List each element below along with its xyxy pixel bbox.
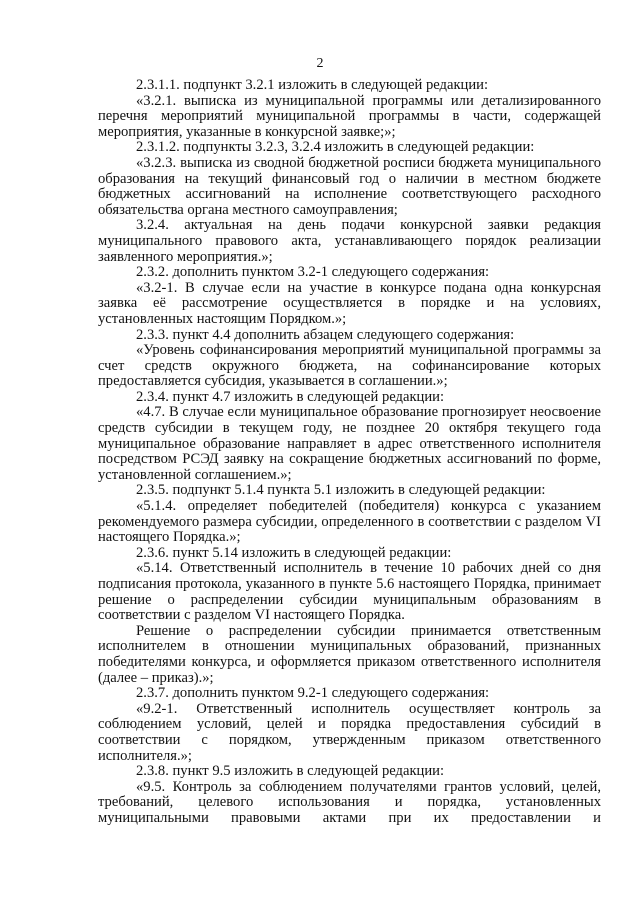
paragraph: «3.2-1. В случае если на участие в конкурсе подана одна конкурсная заявка её рассмотрение осуществляется в порядке и на условиях, установленных настоящим Порядком.»; bbox=[98, 279, 601, 327]
paragraph: 2.3.1.2. подпункты 3.2.3, 3.2.4 изложить в следующей редакции: bbox=[136, 139, 535, 156]
page-number: 2 bbox=[316, 56, 324, 71]
document-body bbox=[98, 78, 601, 827]
paragraph: «9.2-1. Ответственный исполнитель осуществляет контроль за соблюдением условий, целей и порядка предоставления субсидий в соответствии с порядком, утвержденным приказом ответственного исполнителя.»; bbox=[98, 700, 601, 764]
paragraph: 2.3.1.1. подпункт 3.2.1 изложить в следующей редакции: bbox=[136, 77, 489, 93]
paragraph: «9.5. Контроль за соблюдением получателями грантов условий, целей, требований, целевого использования и порядка, установленных муниципальными правовыми актами при их предоставлении и bbox=[98, 778, 601, 826]
paragraph: 2.3.2. дополнить пунктом 3.2-1 следующего содержания: bbox=[136, 264, 490, 281]
paragraph: 2.3.6. пункт 5.14 изложить в следующей редакции: bbox=[136, 544, 452, 561]
paragraph: «5.14. Ответственный исполнитель в течение 10 рабочих дней со дня подписания протокола, указанного в пункте 5.6 настоящего Порядка, принимает решение о распределении субсидии муниципальным образованиям в соответствии с разделом VI настоящего Порядка. bbox=[98, 560, 601, 624]
paragraph: «3.2.1. выписка из муниципальной программы или детализированного перечня мероприятий муниципальной программы в части, содержащей мероприятия, указанные в конкурсной заявке;»; bbox=[98, 92, 601, 140]
paragraph: «5.1.4. определяет победителей (победителя) конкурса с указанием рекомендуемого размера субсидии, определенного в соответствии с разделом VI настоящего Порядка.»; bbox=[98, 498, 601, 546]
paragraph: 2.3.4. пункт 4.7 изложить в следующей редакции: bbox=[136, 388, 445, 405]
paragraph: 2.3.8. пункт 9.5 изложить в следующей редакции: bbox=[136, 763, 445, 780]
paragraph: 2.3.5. подпункт 5.1.4 пункта 5.1 изложить в следующей редакции: bbox=[136, 482, 546, 499]
paragraph: 2.3.7. дополнить пунктом 9.2-1 следующего содержания: bbox=[136, 685, 490, 702]
paragraph: «3.2.3. выписка из сводной бюджетной росписи бюджета муниципального образования на текущий финансовый год о наличии в местном бюджете бюджетных ассигнований на исполнение соответствующего расходного обязательства органа местного самоуправления; bbox=[98, 154, 601, 218]
paragraph: «Уровень софинансирования мероприятий муниципальной программы за счет средств окружного бюджета, на софинансирование которых предоставляется субсидия, указывается в соглашении.»; bbox=[98, 342, 601, 390]
paragraph: 2.3.3. пункт 4.4 дополнить абзацем следующего содержания: bbox=[136, 326, 515, 343]
paragraph: Решение о распределении субсидии принимается ответственным исполнителем в отношении муниципальных образований, признанных победителями конкурса, и оформляется приказом ответственного исполнителя (далее – приказ).»; bbox=[98, 622, 601, 686]
paragraph: 3.2.4. актуальная на день подачи конкурсной заявки редакция муниципального правового акта, устанавливающего порядок реализации заявленного мероприятия.»; bbox=[98, 217, 601, 265]
paragraph: «4.7. В случае если муниципальное образование прогнозирует неосвоение средств субсидии в текущем году, не позднее 20 октября текущего года муниципальное образование направляет в адрес ответственного исполнителя посредством РСЭД заявку на сокращение бюджетных ассигнований по форме, установленной соглашением.»; bbox=[98, 404, 601, 483]
